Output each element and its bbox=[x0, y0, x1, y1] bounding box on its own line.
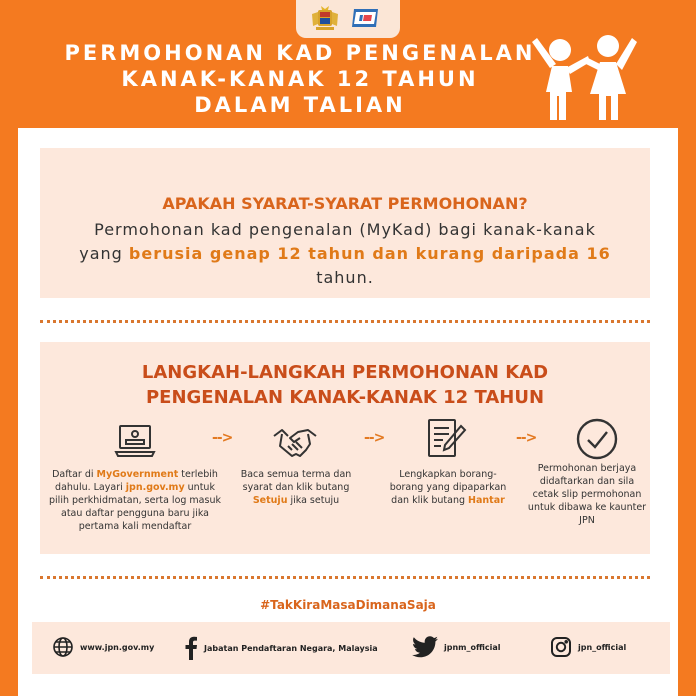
facebook-icon bbox=[184, 636, 198, 660]
hantar-label: Hantar bbox=[468, 495, 505, 506]
facebook-text: Jabatan Pendaftaran Negara, Malaysia bbox=[204, 643, 378, 653]
answer-highlight: berusia genap 12 tahun dan kurang daripada 16 bbox=[128, 244, 611, 263]
title-line-1: PERMOHONAN KAD PENGENALAN bbox=[64, 41, 536, 65]
form-pen-icon bbox=[423, 416, 469, 462]
jpn-website-link[interactable]: jpn.gov.my bbox=[125, 482, 185, 493]
footer-twitter[interactable] bbox=[412, 636, 501, 658]
instagram-text: jpn_official bbox=[578, 642, 627, 652]
title-line-2: KANAK-KANAK 12 TAHUN bbox=[121, 67, 479, 91]
footer-bar bbox=[32, 622, 670, 674]
requirements-answer bbox=[70, 218, 620, 290]
checkmark-circle-icon bbox=[574, 416, 620, 462]
step-arrow-2: --> bbox=[364, 430, 385, 446]
steps-title-line-2: PENGENALAN KANAK-KANAK 12 TAHUN bbox=[145, 387, 545, 408]
page-title bbox=[40, 40, 560, 118]
mygovernment-link[interactable]: MyGovernment bbox=[96, 469, 179, 480]
step-3-text: Lengkapkan borang-borang yang dipaparkan dan klik butang Hantar bbox=[389, 469, 507, 506]
requirements-card bbox=[40, 148, 650, 298]
step-2-text: Baca semua terma dan syarat dan klik butang Setuju jika setuju bbox=[240, 469, 352, 506]
instagram-icon bbox=[550, 636, 572, 658]
dotted-divider bbox=[40, 320, 650, 323]
steps-title bbox=[40, 360, 650, 410]
malaysia-crest-logo bbox=[310, 4, 340, 32]
jpn-logo bbox=[350, 6, 382, 30]
steps-title-line-1: LANGKAH-LANGKAH PERMOHONAN KAD bbox=[141, 362, 549, 383]
step-4-text: Permohonan berjaya didaftarkan dan sila cetak slip permohonan untuk dibawa ke kaunter JPN bbox=[527, 463, 647, 526]
handshake-icon bbox=[272, 418, 318, 464]
children-illustration bbox=[522, 30, 642, 122]
header-logos bbox=[296, 0, 400, 38]
website-text: www.jpn.gov.my bbox=[80, 642, 155, 652]
footer-instagram[interactable] bbox=[550, 636, 626, 658]
answer-text: Permohonan kad pengenalan (MyKad) bagi kanak-kanak yang bbox=[79, 220, 596, 263]
step-arrow-1: --> bbox=[212, 430, 233, 446]
footer-facebook[interactable] bbox=[184, 636, 378, 660]
title-line-3: DALAM TALIAN bbox=[194, 93, 406, 117]
laptop-login-icon bbox=[112, 418, 158, 464]
twitter-text: jpnm_official bbox=[444, 642, 501, 652]
dotted-divider bbox=[40, 576, 650, 579]
content-panel bbox=[18, 128, 678, 696]
answer-end: tahun. bbox=[316, 268, 374, 287]
steps-card bbox=[40, 342, 650, 554]
step-arrow-3: --> bbox=[516, 430, 537, 446]
requirements-question: APAKAH SYARAT-SYARAT PERMOHONAN? bbox=[162, 194, 528, 213]
setuju-label: Setuju bbox=[252, 495, 288, 506]
footer-website[interactable] bbox=[52, 636, 154, 658]
step-1-text: Daftar di MyGovernment terlebih dahulu. Layari jpn.gov.my untuk pilih perkhidmatan, serta log masuk atau daftar pengguna baru jika pertama kali mendaftar bbox=[49, 469, 221, 532]
globe-icon bbox=[52, 636, 74, 658]
twitter-icon bbox=[412, 636, 438, 658]
hashtag: #TakKiraMasaDimanaSaja bbox=[260, 598, 436, 612]
